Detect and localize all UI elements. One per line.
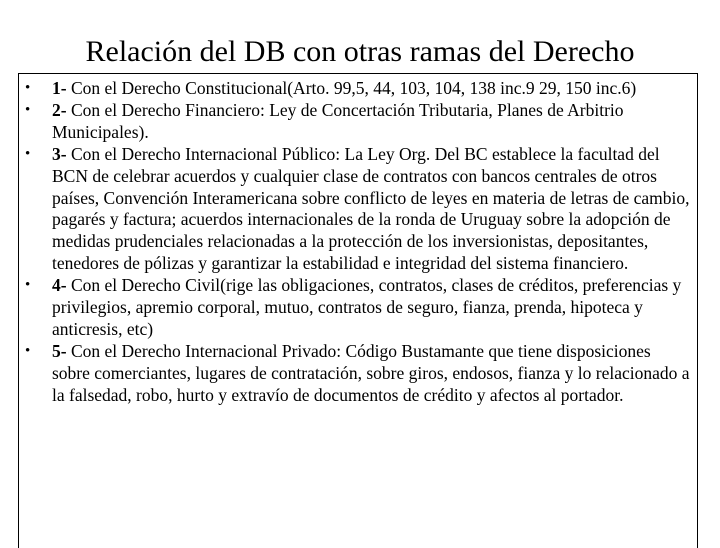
content-box xyxy=(18,73,698,548)
bullet-item-5 xyxy=(19,341,699,407)
bullet-icon: • xyxy=(25,80,31,96)
bullet-icon: • xyxy=(25,101,31,118)
item-number: 1- xyxy=(52,78,67,98)
bullet-item-3 xyxy=(19,144,699,275)
bullet-item-2 xyxy=(19,100,699,144)
bullet-list xyxy=(19,78,699,407)
item-number: 3- xyxy=(52,143,67,164)
slide-title: Relación del DB con otras ramas del Derecho xyxy=(85,35,635,68)
bullet-icon: • xyxy=(25,342,31,359)
item-text: Con el Derecho Internacional Público: La Ley Org. Del BC establece la facultad del BCN de celebrar acuerdos y cualquier clase de contratos con bancos centrales de otros países, Convención Interamericana sobre conflicto de leyes en materia de letras de cambio, pagarés y factura; acuerdos internacionales de la ronda de Uruguay sobre la adopción de medidas prudenciales relacionadas a la protección de los inversionistas, depositantes, tenedores de pólizas y garantizar la estabilidad e integridad del sistema financiero. xyxy=(52,143,690,274)
item-text: Con el Derecho Constitucional(Arto. 99,5, 44, 103, 104, 138 inc.9 29, 150 inc.6) xyxy=(66,78,637,98)
item-text: Con el Derecho Civil(rige las obligaciones, contratos, clases de créditos, preferencias y privilegios, apremio corporal, mutuo, contratos de seguro, fianza, prenda, hipoteca y anticresis, etc) xyxy=(52,275,682,339)
item-number: 2- xyxy=(52,99,67,120)
bullet-icon: • xyxy=(25,277,31,294)
item-text: Con el Derecho Internacional Privado: Código Bustamante que tiene disposiciones sobre comerciantes, lugares de contratación, sobre giros, endosos, fianza y lo relacionado a la falsedad, robo, hurto y extravío de documentos de crédito y afectos al portador. xyxy=(52,340,690,405)
bullet-item-4 xyxy=(19,275,699,341)
item-text: Con el Derecho Financiero: Ley de Concertación Tributaria, Planes de Arbitrio Municipales). xyxy=(52,99,624,142)
bullet-icon: • xyxy=(25,145,31,162)
bullet-item-1 xyxy=(19,78,699,100)
item-number: 5- xyxy=(52,340,67,361)
item-number: 4- xyxy=(52,275,67,296)
